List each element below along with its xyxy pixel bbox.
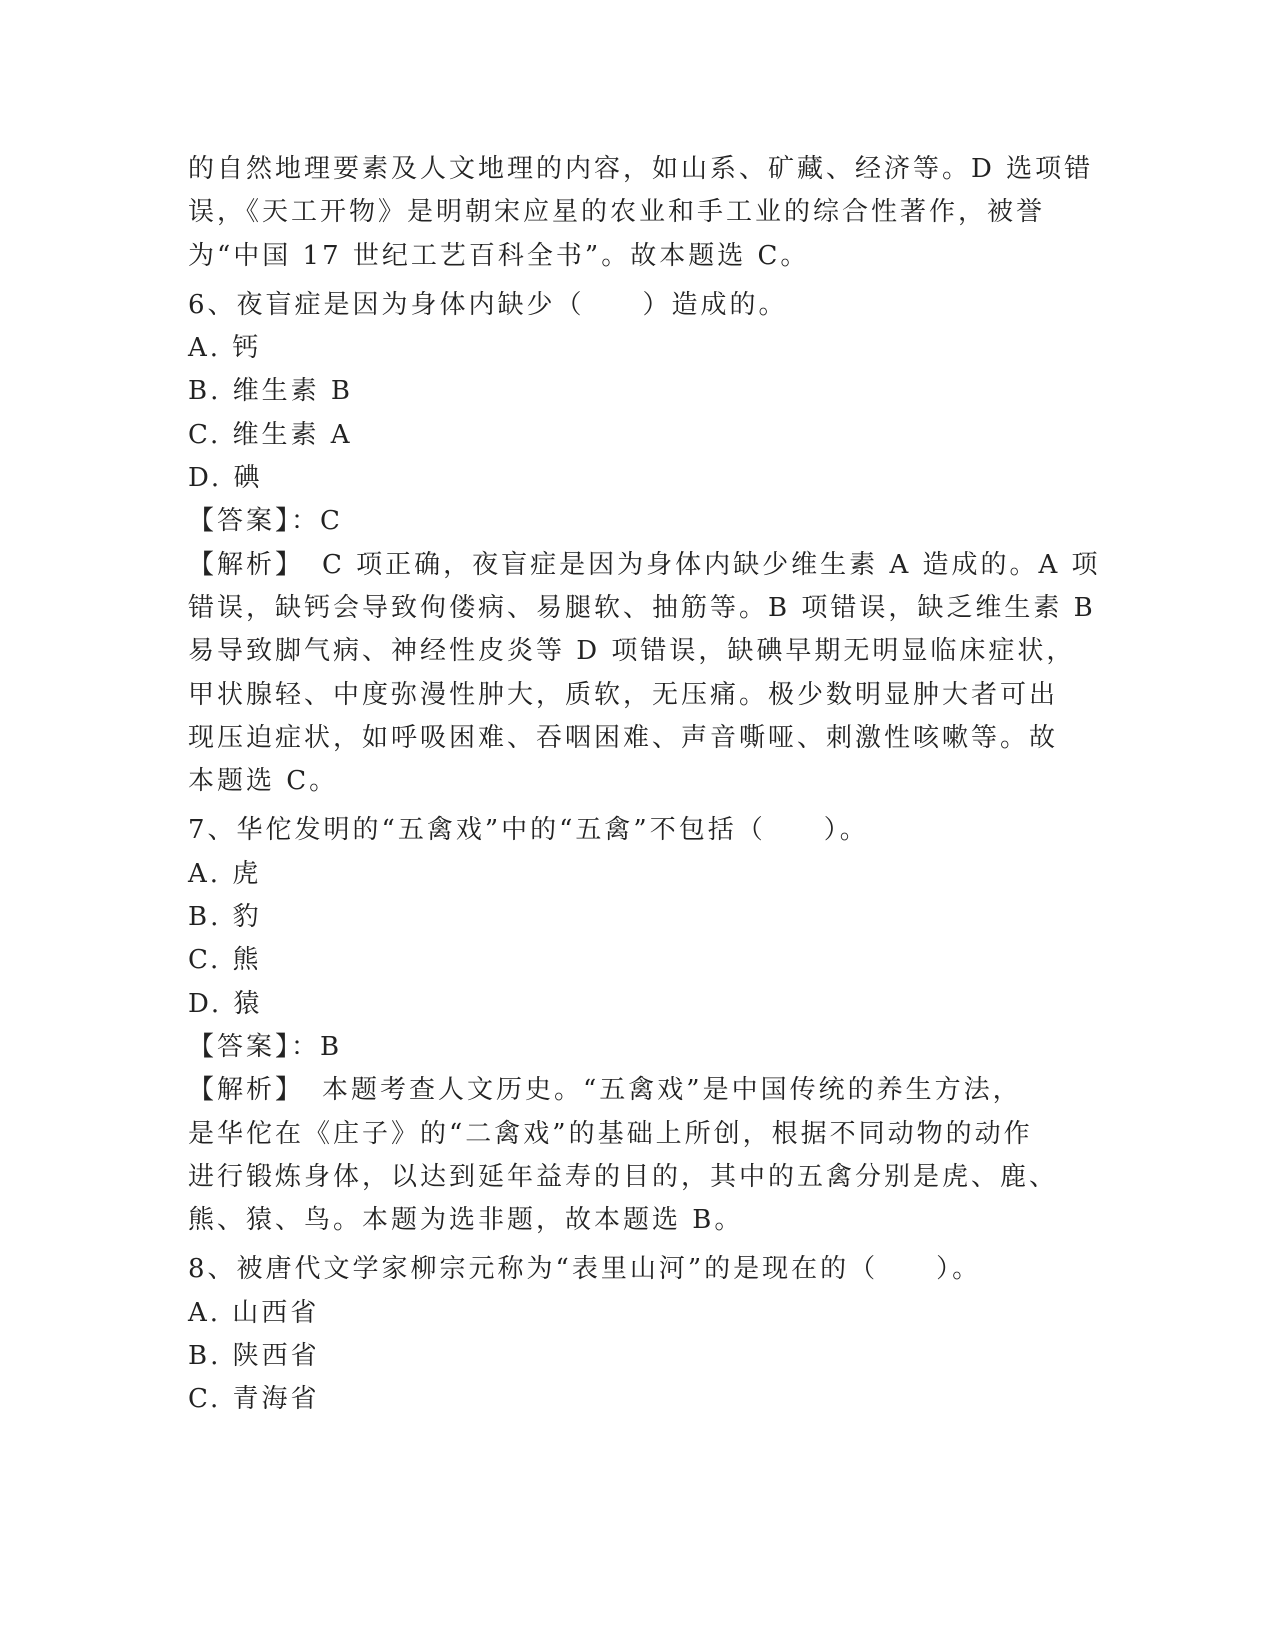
answer: 【答案】：B xyxy=(188,1031,343,1062)
option-b: B. 豹 xyxy=(188,902,262,933)
question-stem: 8、被唐代文学家柳宗元称为“表里山河”的是现在的（ ）。 xyxy=(188,1254,982,1285)
analysis-line: 易导致脚气病、神经性皮炎等 D 项错误，缺碘早期无明显临床症状， xyxy=(188,636,1076,667)
analysis-text: C 项正确，夜盲症是因为身体内缺少维生素 A 造成的。A 项 xyxy=(322,549,1101,580)
option-b: B. 陕西省 xyxy=(188,1341,320,1372)
analysis-line: 错误，缺钙会导致佝偻病、易腿软、抽筋等。B 项错误，缺乏维生素 B xyxy=(188,592,1096,623)
question-7 xyxy=(188,809,1088,1242)
question-stem: 6、夜盲症是因为身体内缺少（ ）造成的。 xyxy=(188,289,788,320)
analysis-line: 现压迫症状，如呼吸困难、吞咽困难、声音嘶哑、刺激性咳嗽等。故 xyxy=(188,722,1059,753)
text-line: 误，《天工开物》是明朝宋应星的农业和手工业的综合性著作，被誉 xyxy=(188,197,1046,228)
analysis-line xyxy=(188,1069,1088,1112)
option-c: C. 青海省 xyxy=(188,1384,320,1415)
text-line: 为“中国 17 世纪工艺百科全书”。故本题选 C。 xyxy=(188,240,810,271)
option-c: C. 维生素 A xyxy=(188,419,353,450)
analysis-line: 熊、猿、鸟。本题为选非题，故本题选 B。 xyxy=(188,1205,744,1236)
document-page xyxy=(188,148,1101,1422)
option-a: A. 山西省 xyxy=(188,1297,320,1328)
option-d: D. 碘 xyxy=(188,463,263,494)
option-b: B. 维生素 B xyxy=(188,376,354,407)
analysis-line: 进行锻炼身体，以达到延年益寿的目的，其中的五禽分别是虎、鹿、 xyxy=(188,1161,1059,1192)
text-line: 的自然地理要素及人文地理的内容，如山系、矿藏、经济等。D 选项错 xyxy=(188,154,1094,184)
option-d: D. 猿 xyxy=(188,988,263,1019)
analysis-label: 【解析】 xyxy=(188,1075,305,1106)
option-c: C. 熊 xyxy=(188,945,262,976)
analysis-line: 本题选 C。 xyxy=(188,766,339,797)
question-8 xyxy=(188,1248,1088,1421)
option-a: A. 虎 xyxy=(188,858,262,889)
answer: 【答案】：C xyxy=(188,506,343,537)
analysis-text: 本题考查人文历史。“五禽戏”是中国传统的养生方法， xyxy=(322,1075,1022,1106)
question-6 xyxy=(188,284,1101,804)
analysis-line: 是华佗在《庄子》的“二禽戏”的基础上所创，根据不同动物的动作 xyxy=(188,1118,1033,1149)
option-a: A. 钙 xyxy=(188,333,262,364)
q5-explanation-continued xyxy=(188,148,1094,278)
analysis-line xyxy=(188,544,1101,587)
analysis-line: 甲状腺轻、中度弥漫性肿大，质软，无压痛。极少数明显肿大者可出 xyxy=(188,679,1059,710)
analysis-label: 【解析】 xyxy=(188,549,305,580)
question-stem: 7、华佗发明的“五禽戏”中的“五禽”不包括（ ）。 xyxy=(188,815,869,846)
